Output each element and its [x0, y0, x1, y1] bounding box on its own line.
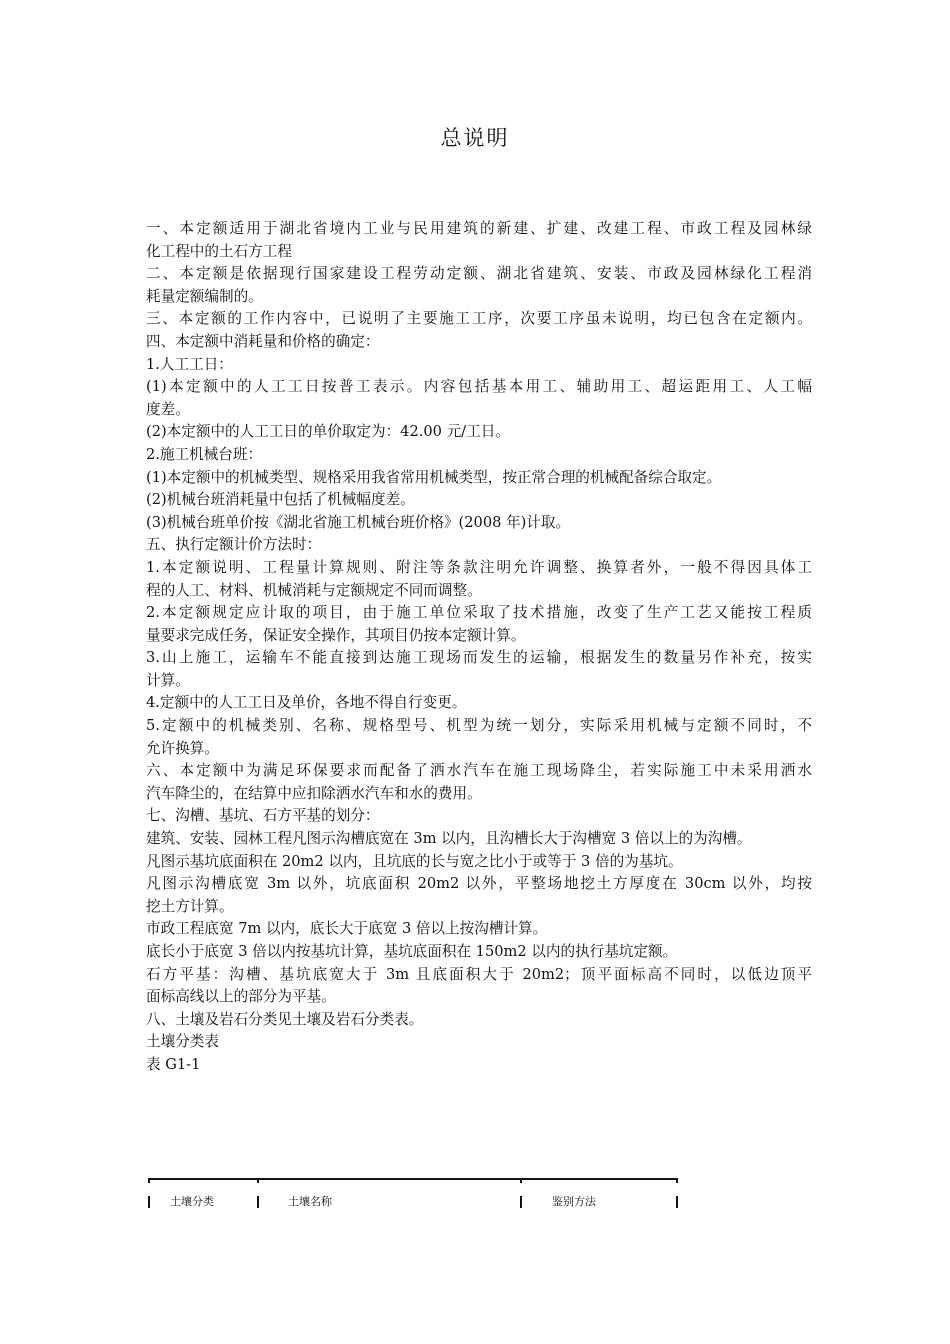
paragraph-line: 1.人工工日：	[146, 355, 233, 373]
document-body	[146, 218, 812, 1077]
paragraph-line: 五、执行定额计价方法时：	[146, 536, 322, 554]
paragraph-line: 度差。	[146, 400, 190, 418]
paragraph-line: 一、本定额适用于湖北省境内工业与民用建筑的新建、扩建、改建工程、市政工程及园林绿	[146, 220, 812, 237]
paragraph-line: 六、本定额中为满足环保要求而配备了洒水汽车在施工现场降尘，若实际施工中未采用洒水	[146, 762, 812, 780]
paragraph-line: (1)本定额中的机械类型、规格采用我省常用机械类型，按正常合理的机械配备综合取定。	[146, 468, 722, 486]
table-tick	[257, 1178, 259, 1183]
paragraph-line: 4.定额中的人工工日及单价，各地不得自行变更。	[146, 694, 467, 712]
paragraph-line: 2.施工机械台班：	[146, 445, 263, 463]
paragraph-line: 程的人工、材料、机械消耗与定额规定不同而调整。	[146, 581, 482, 599]
paragraph-line: 四、本定额中消耗量和价格的确定：	[146, 332, 380, 350]
paragraph-line: 三、本定额的工作内容中，已说明了主要施工工序，次要工序虽未说明，均已包含在定额内。	[146, 310, 812, 328]
paragraph-line: 七、沟槽、基坑、石方平基的划分：	[146, 807, 380, 825]
paragraph-line: 2.本定额规定应计取的项目，由于施工单位采取了技术措施，改变了生产工艺又能按工程质	[146, 604, 812, 622]
paragraph-line: 建筑、安装、园林工程凡图示沟槽底宽在 3m 以内，且沟槽长大于沟槽宽 3 倍以上的为沟槽。	[146, 830, 752, 848]
paragraph-line: 凡图示基坑底面积在 20m2 以内，且坑底的长与宽之比小于或等于 3 倍的为基坑。	[146, 852, 683, 870]
table-header-soil-name: 土壤名称	[288, 1195, 332, 1208]
paragraph-line: 面标高线以上的部分为平基。	[146, 988, 336, 1006]
table-number: 表 G1-1	[146, 1055, 201, 1073]
paragraph-line: 挖土方计算。	[146, 897, 234, 915]
page-title: 总说明	[440, 126, 510, 150]
table-tick	[676, 1178, 678, 1183]
paragraph-line: 3.山上施工，运输车不能直接到达施工现场而发生的运输，根据发生的数量另作补充，按实	[146, 649, 812, 667]
paragraph-line: 化工程中的土石方工程	[146, 242, 292, 260]
paragraph-line: 汽车降尘的，在结算中应扣除洒水汽车和水的费用。	[146, 784, 482, 802]
paragraph-line: (2)本定额中的人工工日的单价取定为：42.00 元/工日。	[146, 423, 510, 441]
paragraph-line: 5.定额中的机械类别、名称、规格型号、机型为统一划分，实际采用机械与定额不同时，不	[146, 717, 812, 735]
paragraph-line: 石方平基：沟槽、基坑底宽大于 3m 且底面积大于 20m2；顶平面标高不同时，以低边顶平	[146, 965, 812, 983]
table-caption: 土壤分类表	[146, 1033, 219, 1051]
paragraph-line: 耗量定额编制的。	[146, 287, 263, 305]
table-column-divider	[148, 1196, 150, 1208]
table-column-divider	[520, 1196, 522, 1208]
paragraph-line: 允许换算。	[146, 739, 219, 757]
paragraph-line: (3)机械台班单价按《湖北省施工机械台班价格》(2008 年)计取。	[146, 513, 571, 531]
table-tick	[520, 1178, 522, 1183]
table-tick	[148, 1178, 150, 1183]
table-column-divider	[676, 1196, 678, 1208]
paragraph-line: 二、本定额是依据现行国家建设工程劳动定额、湖北省建筑、安装、市政及园林绿化工程消	[146, 265, 812, 283]
paragraph-line: 八、土壤及岩石分类见土壤及岩石分类表。	[146, 1010, 424, 1028]
paragraph-line: (1)本定额中的人工工日按普工表示。内容包括基本用工、辅助用工、超运距用工、人工幅	[146, 378, 812, 396]
paragraph-line: 底长小于底宽 3 倍以内按基坑计算，基坑底面积在 150m2 以内的执行基坑定额。	[146, 943, 678, 960]
table-header-soil-class: 土壤分类	[170, 1195, 214, 1208]
table-column-divider	[257, 1196, 259, 1208]
table-top-rule	[148, 1178, 678, 1180]
soil-classification-table	[148, 1178, 678, 1210]
paragraph-line: 凡图示沟槽底宽 3m 以外，坑底面积 20m2 以外，平整场地挖土方厚度在 30cm 以外，均按	[146, 875, 812, 893]
table-header-identification-method: 鉴别方法	[552, 1195, 596, 1208]
paragraph-line: (2)机械台班消耗量中包括了机械幅度差。	[146, 491, 415, 509]
paragraph-line: 市政工程底宽 7m 以内，底长大于底宽 3 倍以上按沟槽计算。	[146, 920, 548, 938]
paragraph-line: 1.本定额说明、工程量计算规则、附注等条款注明允许调整、换算者外，一般不得因具体工	[146, 558, 812, 576]
paragraph-line: 量要求完成任务，保证安全操作，其项目仍按本定额计算。	[146, 626, 526, 644]
paragraph-line: 计算。	[146, 671, 190, 689]
